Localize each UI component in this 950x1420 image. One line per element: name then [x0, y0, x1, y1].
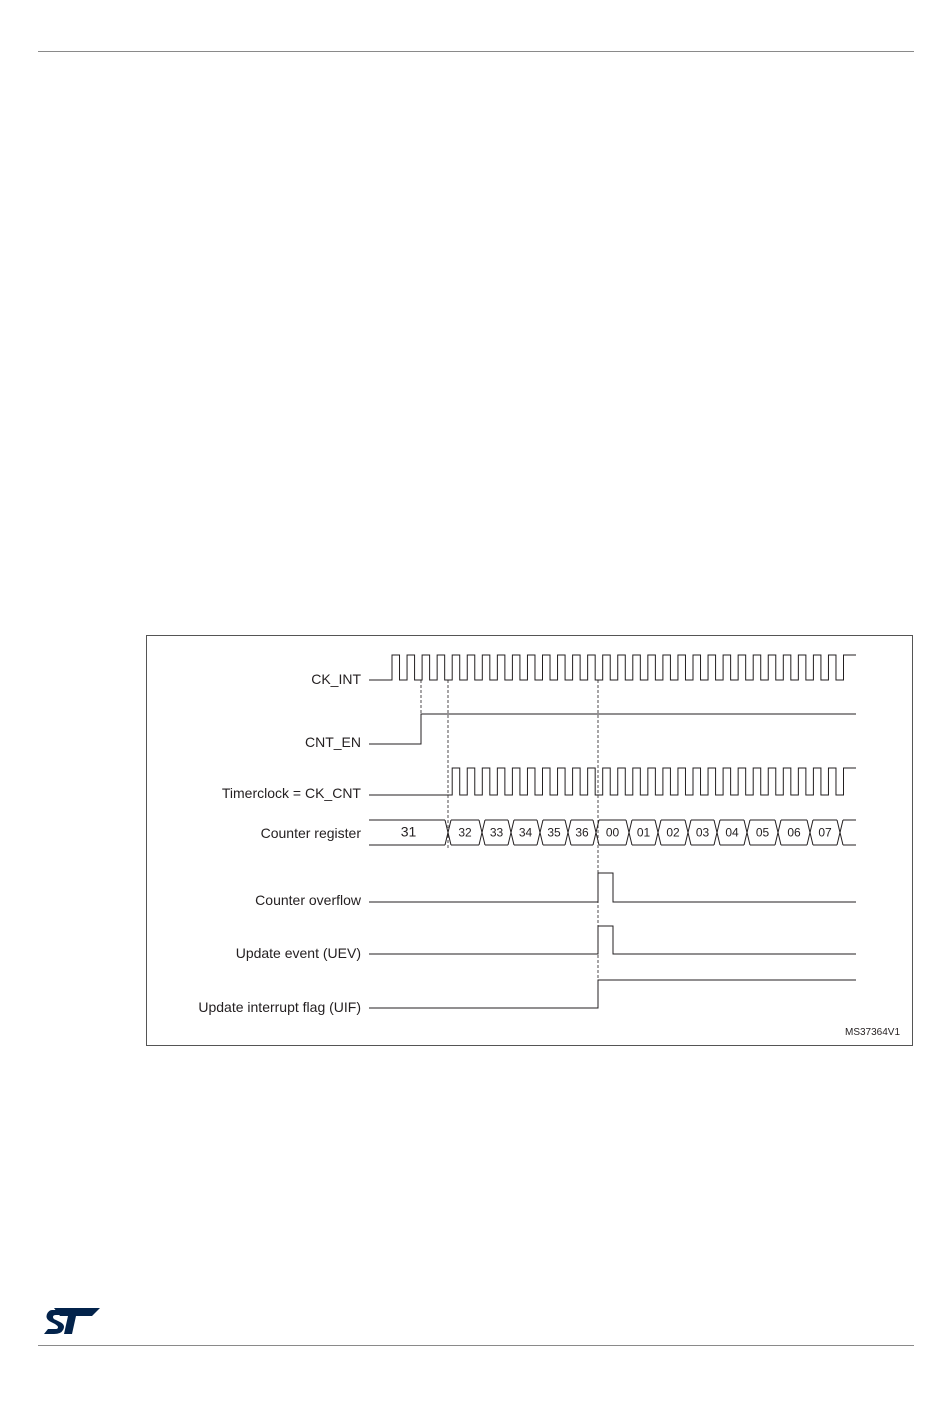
update-event-wave: [369, 926, 856, 954]
st-logo-icon: [42, 1306, 102, 1336]
timing-diagram: [146, 635, 913, 1046]
counter-transition: [626, 820, 632, 845]
counter-transition: [537, 820, 543, 845]
ck-int-wave: [369, 655, 856, 680]
counter-transition: [655, 820, 661, 845]
counter-value: 05: [755, 825, 770, 840]
counter-transition: [775, 820, 781, 845]
counter-transition: [837, 820, 843, 845]
counter-transition: [744, 820, 750, 845]
signal-label-overflow: Counter overflow: [255, 892, 361, 908]
counter-overflow-wave: [369, 873, 856, 902]
signal-label-uev: Update event (UEV): [235, 945, 361, 961]
counter-value: 06: [787, 825, 801, 840]
counter-value: 32: [458, 825, 472, 840]
counter-transition: [565, 820, 571, 845]
counter-transition: [685, 820, 691, 845]
counter-value: 35: [547, 825, 561, 840]
cnt-en-wave: [369, 714, 856, 744]
signal-label-ck-int: CK_INT: [311, 671, 361, 687]
counter-value: 36: [575, 825, 589, 840]
counter-value: 03: [695, 825, 710, 840]
counter-transition: [508, 820, 514, 845]
ck-cnt-wave: [369, 768, 856, 795]
counter-value: 01: [636, 825, 651, 840]
counter-transition: [714, 820, 720, 845]
signal-label-uif: Update interrupt flag (UIF): [198, 999, 361, 1015]
counter-value: 04: [725, 825, 739, 840]
signal-label-counter: Counter register: [260, 825, 361, 841]
uif-wave: [369, 980, 856, 1008]
signal-label-cnt-en: CNT_EN: [304, 734, 361, 750]
counter-value: 00: [605, 825, 620, 840]
counter-value: 31: [400, 823, 417, 840]
counter-transition: [479, 820, 485, 845]
counter-value: 02: [666, 825, 680, 840]
counter-value: 07: [818, 825, 832, 840]
counter-transition: [807, 820, 813, 845]
figure-reference: MS37364V1: [845, 1027, 901, 1038]
footer-rule: [38, 1345, 914, 1346]
header-rule: [38, 51, 914, 52]
counter-value: 33: [489, 825, 504, 840]
counter-value: 34: [518, 825, 533, 840]
signal-label-ck-cnt: Timerclock = CK_CNT: [221, 785, 361, 801]
